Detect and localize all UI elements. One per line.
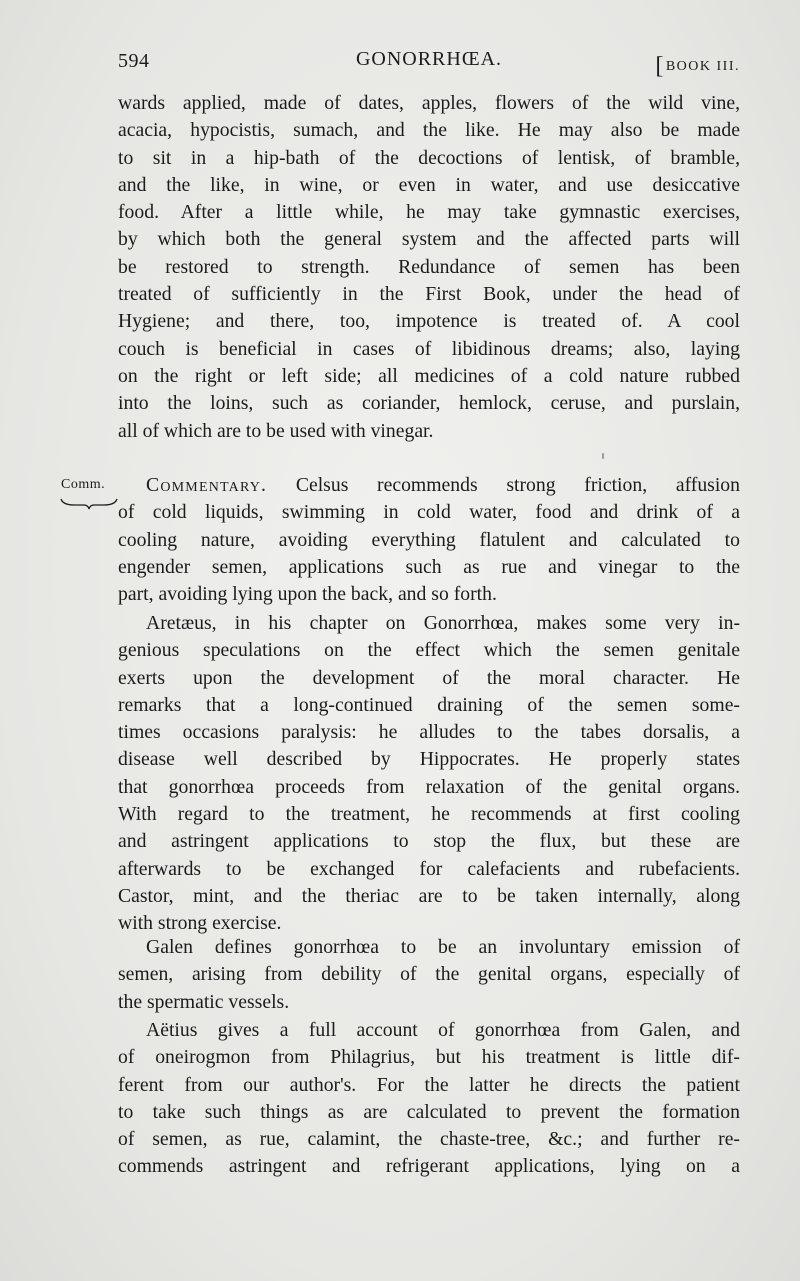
text-line: genious speculations on the effect which the semen genitale — [118, 639, 740, 662]
paragraph-intro — [118, 90, 740, 445]
text-line: on the right or left side; all medicines of a cold nature rubbed — [118, 364, 740, 387]
text-line: commends astringent and refrigerant applications, lying on a — [118, 1155, 740, 1178]
text-line: to take such things as are calculated to prevent the formation — [118, 1100, 740, 1123]
paragraph-galen — [118, 934, 740, 1016]
text-line: the spermatic vessels. — [118, 990, 290, 1013]
text-line: times occasions paralysis: he alludes to the tabes dorsalis, a — [118, 721, 740, 744]
text-line: ferent from our author's. For the latter he directs the patient — [118, 1073, 740, 1096]
text-line: and the like, in wine, or even in water, and use desiccative — [118, 173, 740, 196]
text-line: With regard to the treatment, he recommends at first cooling — [118, 803, 740, 826]
text-line: acacia, hypocistis, sumach, and the like. He may also be made — [118, 119, 740, 142]
text-line: couch is beneficial in cases of libidinous dreams; also, laying — [118, 337, 740, 360]
text-line: to sit in a hip-bath of the decoctions of lentisk, of bramble, — [118, 146, 740, 169]
text-line: Castor, mint, and the theriac are to be taken internally, along — [118, 884, 740, 907]
text-line: cooling nature, avoiding everything flatulent and calculated to — [118, 528, 740, 551]
text-line — [118, 472, 740, 499]
text-line: with strong exercise. — [118, 912, 282, 935]
paragraph-aretaeus — [118, 610, 740, 938]
book-reference-text: BOOK III. — [665, 59, 740, 74]
brace-icon — [60, 497, 118, 511]
paragraph-commentary — [118, 472, 740, 608]
bracket-glyph: [ — [655, 53, 665, 79]
text-line: all of which are to be used with vinegar. — [118, 419, 434, 442]
text-line: of oneirogmon from Philagrius, but his treatment is little dif- — [118, 1046, 740, 1069]
text-line: engender semen, applications such as rue and vinegar to the — [118, 555, 740, 578]
commentary-first-line: Celsus recommends strong friction, affusion — [295, 474, 740, 496]
running-title: GONORRHŒA. — [355, 48, 503, 70]
paragraph-aetius — [118, 1017, 740, 1181]
text-line: and astringent applications to stop the flux, but these are — [118, 830, 740, 853]
text-line: food. After a little while, he may take gymnastic exercises, — [118, 201, 740, 224]
text-line: Galen defines gonorrhœa to be an involuntary emission of — [146, 936, 740, 958]
text-line: semen, arising from debility of the genital organs, especially of — [118, 963, 740, 986]
book-reference — [655, 50, 740, 77]
margin-note: Comm. — [61, 477, 106, 492]
text-line: part, avoiding lying upon the back, and so forth. — [118, 583, 497, 606]
text-line: into the loins, such as coriander, hemlock, ceruse, and purslain, — [118, 392, 740, 415]
text-line: Aretæus, in his chapter on Gonorrhœa, makes some very in- — [146, 612, 740, 634]
text-line: exerts upon the development of the moral character. He — [118, 666, 740, 689]
text-line: remarks that a long-continued draining of the semen some- — [118, 693, 740, 716]
page-number: 594 — [118, 50, 150, 72]
text-line: wards applied, made of dates, apples, flowers of the wild vine, — [118, 92, 740, 114]
text-line: of semen, as rue, calamint, the chaste-tree, &c.; and further re- — [118, 1128, 740, 1151]
commentary-heading: Commentary. — [146, 474, 268, 496]
text-line: by which both the general system and the affected parts will — [118, 228, 740, 251]
text-line: Aëtius gives a full account of gonorrhœa from Galen, and — [146, 1019, 740, 1041]
text-line: that gonorrhœa proceeds from relaxation of the genital organs. — [118, 775, 740, 798]
text-line: be restored to strength. Redundance of semen has been — [118, 255, 740, 278]
ink-speck — [602, 453, 604, 459]
text-line: disease well described by Hippocrates. He properly states — [118, 748, 740, 771]
text-line: afterwards to be exchanged for calefacients and rubefacients. — [118, 857, 740, 880]
text-line: Hygiene; and there, too, impotence is treated of. A cool — [118, 310, 740, 333]
text-line: of cold liquids, swimming in cold water, food and drink of a — [118, 501, 740, 524]
text-line: treated of sufficiently in the First Book, under the head of — [118, 283, 740, 306]
running-head — [118, 46, 740, 79]
